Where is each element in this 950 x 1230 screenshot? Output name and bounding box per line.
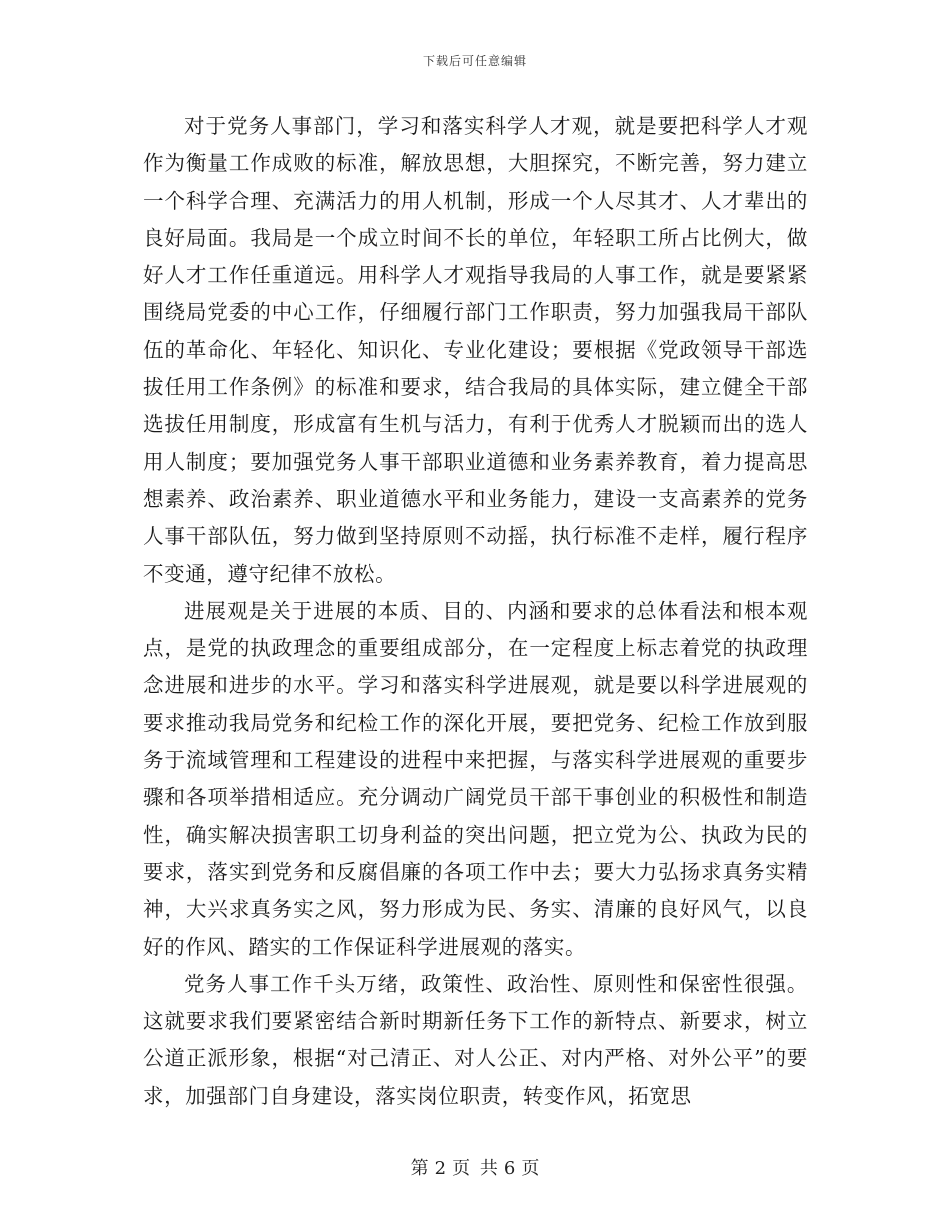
footer-prefix: 第 — [410, 1158, 429, 1179]
footer-middle: 页 共 — [452, 1158, 498, 1179]
paragraph-talent-view: 对于党务人事部门，学习和落实科学人才观，就是要把科学人才观作为衡量工作成败的标准，解放思想，大胆探究，不断完善，努力建立一个科学合理、充满活力的用人机制，形成一个人尽其才、人才辈出的良好局面。我局是一个成立时间不长的单位，年轻职工所占比例大，做好人才工作任重道远。用科学人才观指导我局的人事工作，就是要紧紧围绕局党委的中心工作，仔细履行部门工作职责，努力加强我局干部队伍的革命化、年轻化、知识化、专业化建设；要根据《党政领导干部选拔任用工作条例》的标准和要求，结合我局的具体实际，建立健全干部选拔任用制度，形成富有生机与活力，有利于优秀人才脱颖而出的选人用人制度；要加强党务人事干部职业道德和业务素养教育，着力提高思想素养、政治素养、职业道德水平和业务能力，建设一支高素养的党务人事干部队伍，努力做到坚持原则不动摇，执行标准不走样，履行程序不变通，遵守纪律不放松。 — [143, 114, 808, 586]
page-footer — [0, 1154, 950, 1180]
footer-total-pages: 6 — [503, 1158, 516, 1179]
paragraph-party-personnel-work: 党务人事工作千头万绪，政策性、政治性、原则性和保密性很强。这就要求我们要紧密结合新时期新任务下工作的新特点、新要求，树立公道正派形象，根据“对己清正、对人公正、对内严格、对外公平”的要求，加强部门自身建设，落实岗位职责，转变作风，拓宽思 — [143, 971, 808, 1108]
footer-suffix: 页 — [521, 1158, 540, 1179]
document-body — [143, 108, 808, 1115]
paragraph-development-view: 进展观是关于进展的本质、目的、内涵和要求的总体看法和根本观点，是党的执政理念的重要组成部分，在一定程度上标志着党的执政理念进展和进步的水平。学习和落实科学进展观，就是要以科学进展观的要求推动我局党务和纪检工作的深化开展，要把党务、纪检工作放到服务于流域管理和工程建设的进程中来把握，与落实科学进展观的重要步骤和各项举措相适应。充分调动广阔党员干部干事创业的积极性和制造性，确实解决损害职工切身利益的突出问题，把立党为公、执政为民的要求，落实到党务和反腐倡廉的各项工作中去；要大力弘扬求真务实精神，大兴求真务实之风，努力形成为民、务实、清廉的良好风气，以良好的作风、踏实的工作保证科学进展观的落实。 — [143, 598, 808, 959]
page-header-note: 下载后可任意编辑 — [422, 54, 527, 68]
footer-current-page: 2 — [434, 1158, 447, 1179]
